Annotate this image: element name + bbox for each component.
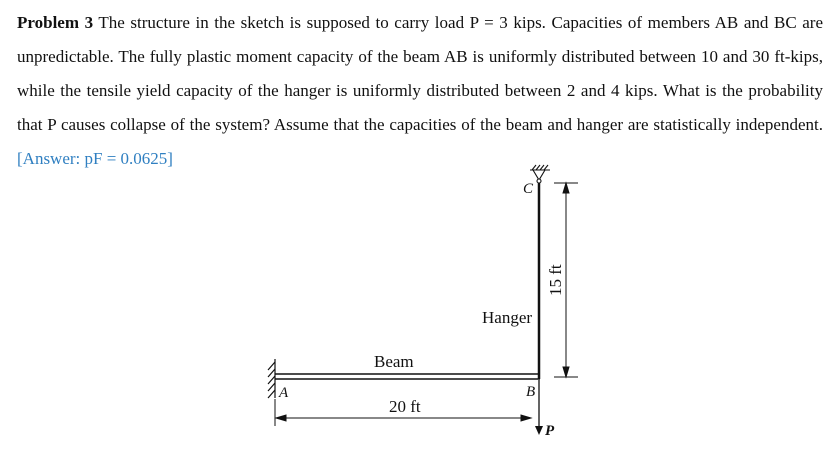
beam-label: Beam [374, 352, 414, 371]
label-p: P [545, 423, 555, 439]
beam-length-label: 20 ft [389, 397, 421, 416]
problem-statement: The structure in the sketch is supposed to carry load P = 3 kips. Capacities of members AB and BC are unpredictable. The fully plastic moment capacity of the beam AB is uniformly distributed between 10 and 30 ft-kips, while the tensile yield capacity of the hanger is uniformly distributed between 2 and 4 kips. What is the probability that P causes collapse of the system? Assume that the capacities of the beam and hanger are statistically independent. [17, 13, 824, 134]
fixed-support-a [268, 359, 275, 398]
hanger-label: Hanger [482, 308, 533, 327]
answer-text: [Answer: pF = 0.0625] [17, 149, 173, 168]
load-arrow-p [535, 380, 543, 435]
label-b: B [526, 384, 536, 400]
hanger-length-label: 15 ft [546, 264, 565, 296]
beam-ab [275, 374, 540, 379]
label-a: A [279, 385, 289, 401]
problem-label: Problem 3 [17, 13, 94, 32]
label-c: C [523, 181, 534, 197]
